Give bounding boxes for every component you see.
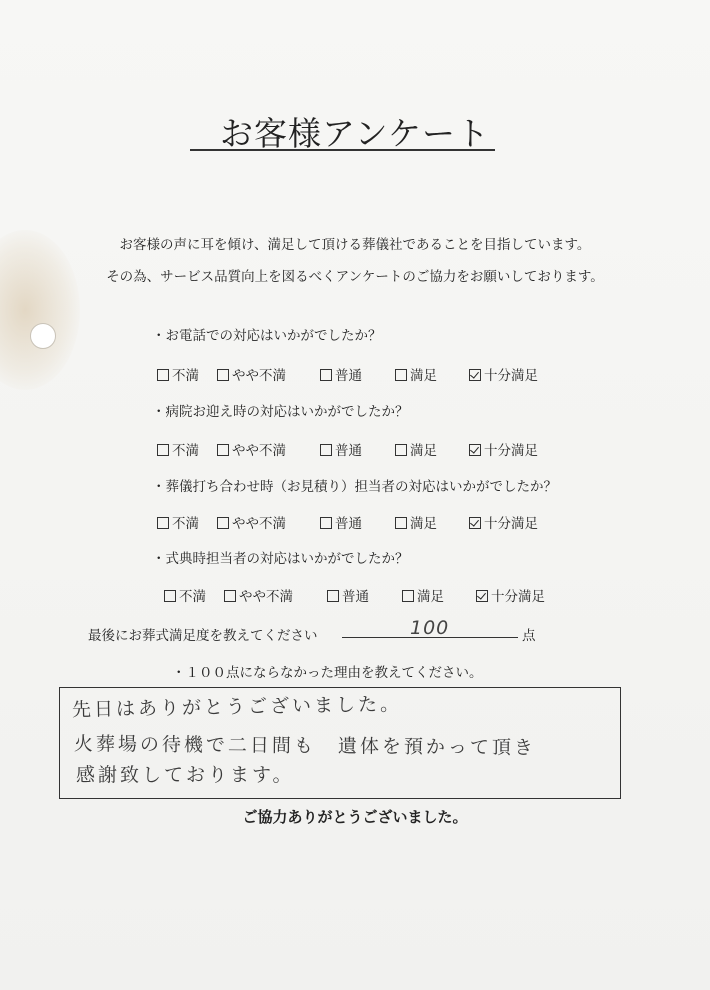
thanks-message: ご協力ありがとうございました。	[242, 808, 468, 826]
checkbox-checked[interactable]	[469, 369, 481, 381]
comment-line-3: 感謝致しております。	[76, 764, 295, 786]
comment-line-1: 先日はありがとうございました。	[71, 693, 403, 721]
checkbox[interactable]	[327, 590, 339, 602]
title-underline	[190, 149, 495, 151]
option-futsuu[interactable]: 普通	[327, 585, 369, 605]
option-manzoku[interactable]: 満足	[395, 439, 437, 459]
page-title: お客様アンケート	[219, 114, 491, 153]
checkbox[interactable]	[395, 517, 407, 529]
checkbox[interactable]	[217, 444, 229, 456]
option-yaya-fuman[interactable]: やや不満	[217, 512, 286, 532]
score-unit: 点	[522, 628, 536, 644]
question-1: ・お電話での対応はいかがでしたか？	[152, 328, 382, 344]
checkbox[interactable]	[157, 369, 169, 381]
checkbox[interactable]	[164, 590, 176, 602]
option-manzoku[interactable]: 満足	[395, 512, 437, 532]
option-futsuu[interactable]: 普通	[320, 512, 362, 532]
option-manzoku[interactable]: 満足	[395, 364, 437, 384]
option-yaya-fuman[interactable]: やや不満	[224, 585, 293, 605]
checkbox-checked[interactable]	[469, 517, 481, 529]
checkbox[interactable]	[157, 444, 169, 456]
checkbox[interactable]	[395, 369, 407, 381]
option-juubun-manzoku[interactable]: 十分満足	[469, 512, 538, 532]
option-fuman[interactable]: 不満	[157, 512, 199, 532]
checkbox[interactable]	[395, 444, 407, 456]
question-4: ・式典時担当者の対応はいかがでしたか？	[152, 551, 409, 567]
score-field[interactable]: 100	[410, 617, 450, 639]
checkbox-checked[interactable]	[469, 444, 481, 456]
checkbox[interactable]	[217, 517, 229, 529]
intro-line-1: お客様の声に耳を傾け、満足して頂ける葬儀社であることを目指しています。	[119, 237, 591, 253]
checkbox[interactable]	[157, 517, 169, 529]
question-2: ・病院お迎え時の対応はいかがでしたか？	[152, 404, 409, 420]
option-yaya-fuman[interactable]: やや不満	[217, 439, 286, 459]
checkbox-checked[interactable]	[476, 590, 488, 602]
punch-hole	[30, 323, 56, 349]
checkbox[interactable]	[402, 590, 414, 602]
option-fuman[interactable]: 不満	[157, 439, 199, 459]
checkbox[interactable]	[217, 369, 229, 381]
checkbox[interactable]	[320, 444, 332, 456]
checkbox[interactable]	[320, 517, 332, 529]
option-juubun-manzoku[interactable]: 十分満足	[469, 439, 538, 459]
option-juubun-manzoku[interactable]: 十分満足	[476, 585, 545, 605]
option-juubun-manzoku[interactable]: 十分満足	[469, 364, 538, 384]
checkbox[interactable]	[320, 369, 332, 381]
intro-line-2: その為、サービス品質向上を図るべくアンケートのご協力をお願いしております。	[106, 269, 604, 285]
reason-question: ・１００点にならなかった理由を教えてください。	[172, 665, 483, 681]
option-fuman[interactable]: 不満	[164, 585, 206, 605]
option-fuman[interactable]: 不満	[157, 364, 199, 384]
option-futsuu[interactable]: 普通	[320, 364, 362, 384]
paper-stain	[0, 230, 80, 390]
comment-line-2: 火葬場の待機で二日間も 遺体を預かって頂き	[73, 733, 537, 760]
option-futsuu[interactable]: 普通	[320, 439, 362, 459]
option-yaya-fuman[interactable]: やや不満	[217, 364, 286, 384]
question-3: ・葬儀打ち合わせ時（お見積り）担当者の対応はいかがでしたか？	[152, 479, 557, 495]
checkbox[interactable]	[224, 590, 236, 602]
final-question-label: 最後にお葬式満足度を教えてください	[88, 628, 318, 644]
option-manzoku[interactable]: 満足	[402, 585, 444, 605]
